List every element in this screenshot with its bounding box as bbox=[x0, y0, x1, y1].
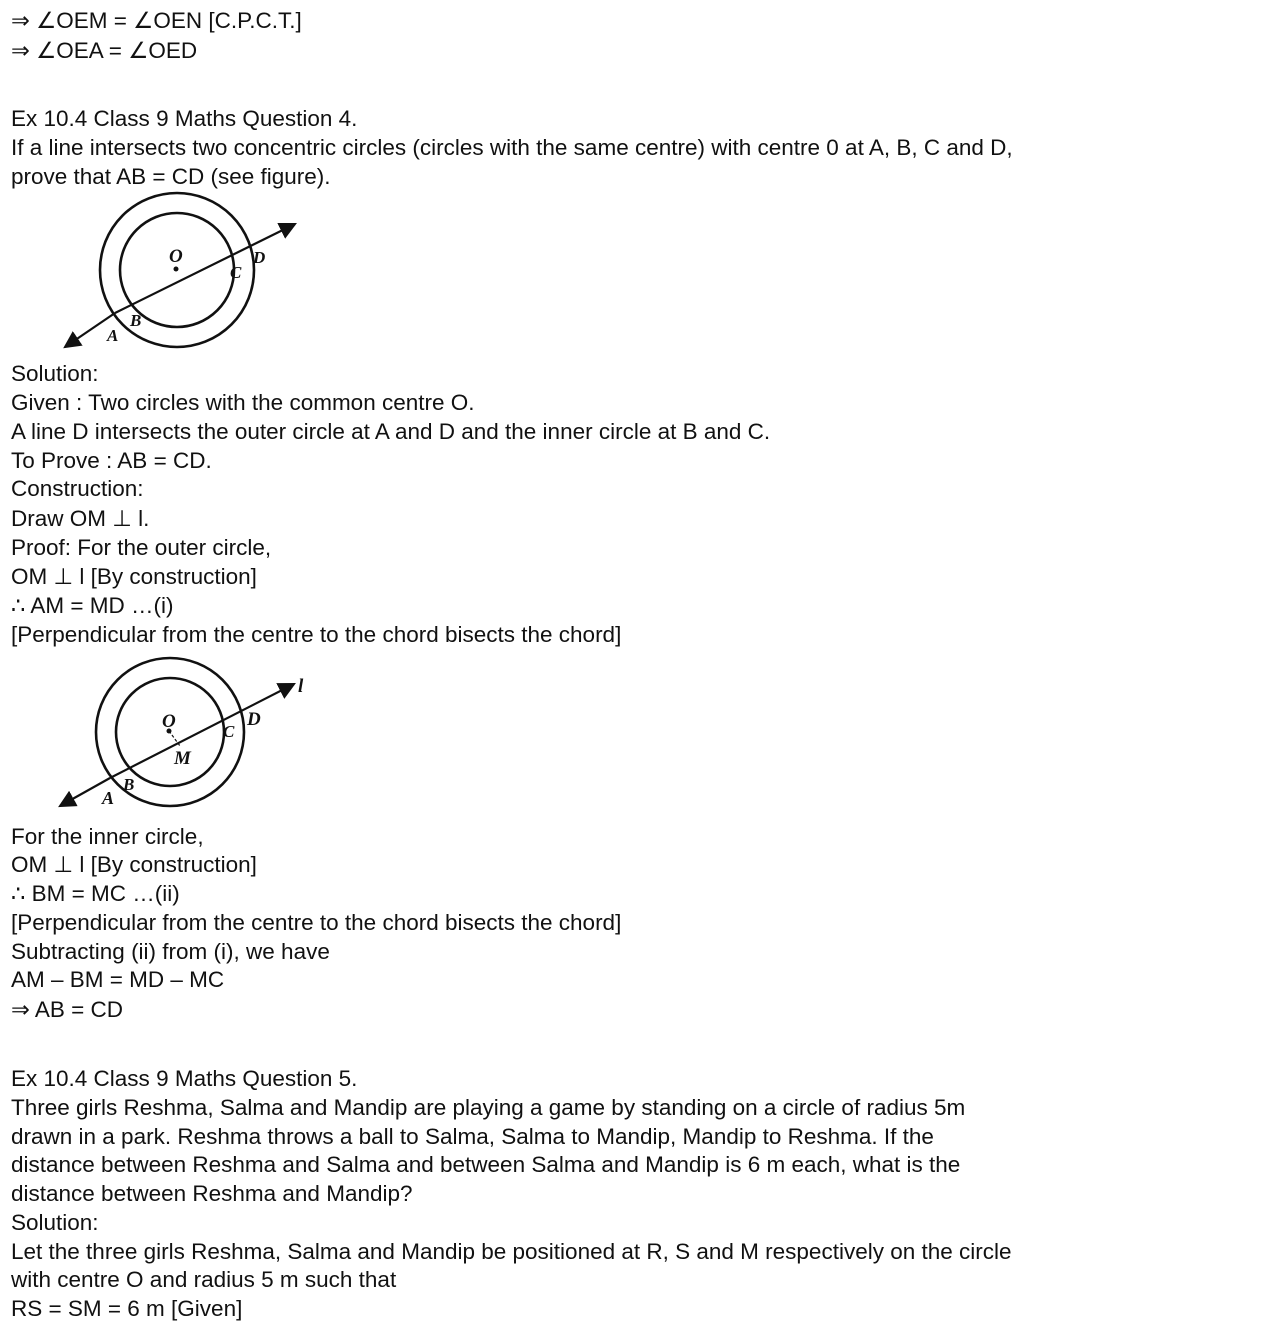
concentric-circles-figure-2 bbox=[50, 652, 320, 817]
question-statement: If a line intersects two concentric circles (circles with the same centre) with centre 0 at A, B, C and D, bbox=[11, 135, 1013, 160]
text-line: Proof: For the outer circle, bbox=[11, 535, 272, 560]
label-b: B bbox=[123, 775, 135, 794]
text-line: ∴ BM = MC …(ii) bbox=[11, 881, 180, 906]
secant-line bbox=[115, 224, 295, 313]
text-line: A line D intersects the outer circle at A and D and the inner circle at B and C. bbox=[11, 419, 771, 444]
text-line: OM ⊥ l [By construction] bbox=[11, 564, 257, 589]
text-line: drawn in a park. Reshma throws a ball to Salma, Salma to Mandip, Mandip to Reshma. If the bbox=[11, 1124, 934, 1149]
label-c: C bbox=[230, 263, 242, 282]
text-line: ⇒ ∠OEA = ∠OED bbox=[11, 38, 198, 63]
text-line: For the inner circle, bbox=[11, 824, 204, 849]
label-a: A bbox=[107, 326, 119, 345]
text-line: ∴ AM = MD …(i) bbox=[11, 593, 174, 618]
text-line: Solution: bbox=[11, 361, 99, 386]
label-b: B bbox=[130, 311, 142, 330]
text-line: Given : Two circles with the common centre O. bbox=[11, 390, 475, 415]
text-line: Subtracting (ii) from (i), we have bbox=[11, 939, 330, 964]
label-d: D bbox=[247, 709, 261, 730]
text-line: distance between Reshma and Mandip? bbox=[11, 1181, 413, 1206]
text-line: [Perpendicular from the centre to the chord bisects the chord] bbox=[11, 910, 622, 935]
question-heading: Ex 10.4 Class 9 Maths Question 5. bbox=[11, 1066, 358, 1091]
text-line: Three girls Reshma, Salma and Mandip are playing a game by standing on a circle of radius 5m bbox=[11, 1095, 966, 1120]
text-line: AM – BM = MD – MC bbox=[11, 967, 225, 992]
text-line: ⇒ AB = CD bbox=[11, 997, 124, 1022]
perpendicular-om bbox=[169, 731, 180, 746]
text-line: Solution: bbox=[11, 1210, 99, 1235]
text-line: RS = SM = 6 m [Given] bbox=[11, 1296, 243, 1321]
label-m: M bbox=[174, 748, 191, 769]
text-line: with centre O and radius 5 m such that bbox=[11, 1267, 397, 1292]
text-line: Let the three girls Reshma, Salma and Mandip be positioned at R, S and M respectively on the circle bbox=[11, 1239, 1012, 1264]
label-o: O bbox=[169, 246, 183, 267]
label-c: C bbox=[223, 722, 235, 741]
label-d: D bbox=[253, 248, 266, 267]
text-line: Draw OM ⊥ l. bbox=[11, 506, 150, 531]
centre-point bbox=[174, 267, 179, 272]
label-l: l bbox=[298, 676, 304, 697]
text-line: [Perpendicular from the centre to the chord bisects the chord] bbox=[11, 622, 622, 647]
concentric-circles-figure-1 bbox=[55, 188, 315, 356]
text-line: ⇒ ∠OEM = ∠OEN [C.P.C.T.] bbox=[11, 8, 302, 33]
question-heading: Ex 10.4 Class 9 Maths Question 4. bbox=[11, 106, 358, 131]
text-line: distance between Reshma and Salma and between Salma and Mandip is 6 m each, what is the bbox=[11, 1152, 961, 1177]
question-statement: prove that AB = CD (see figure). bbox=[11, 164, 331, 189]
label-a: A bbox=[102, 788, 115, 808]
label-o: O bbox=[162, 711, 176, 732]
text-line: Construction: bbox=[11, 476, 144, 501]
text-line: OM ⊥ l [By construction] bbox=[11, 852, 257, 877]
text-line: To Prove : AB = CD. bbox=[11, 448, 212, 473]
line-l bbox=[110, 684, 294, 778]
